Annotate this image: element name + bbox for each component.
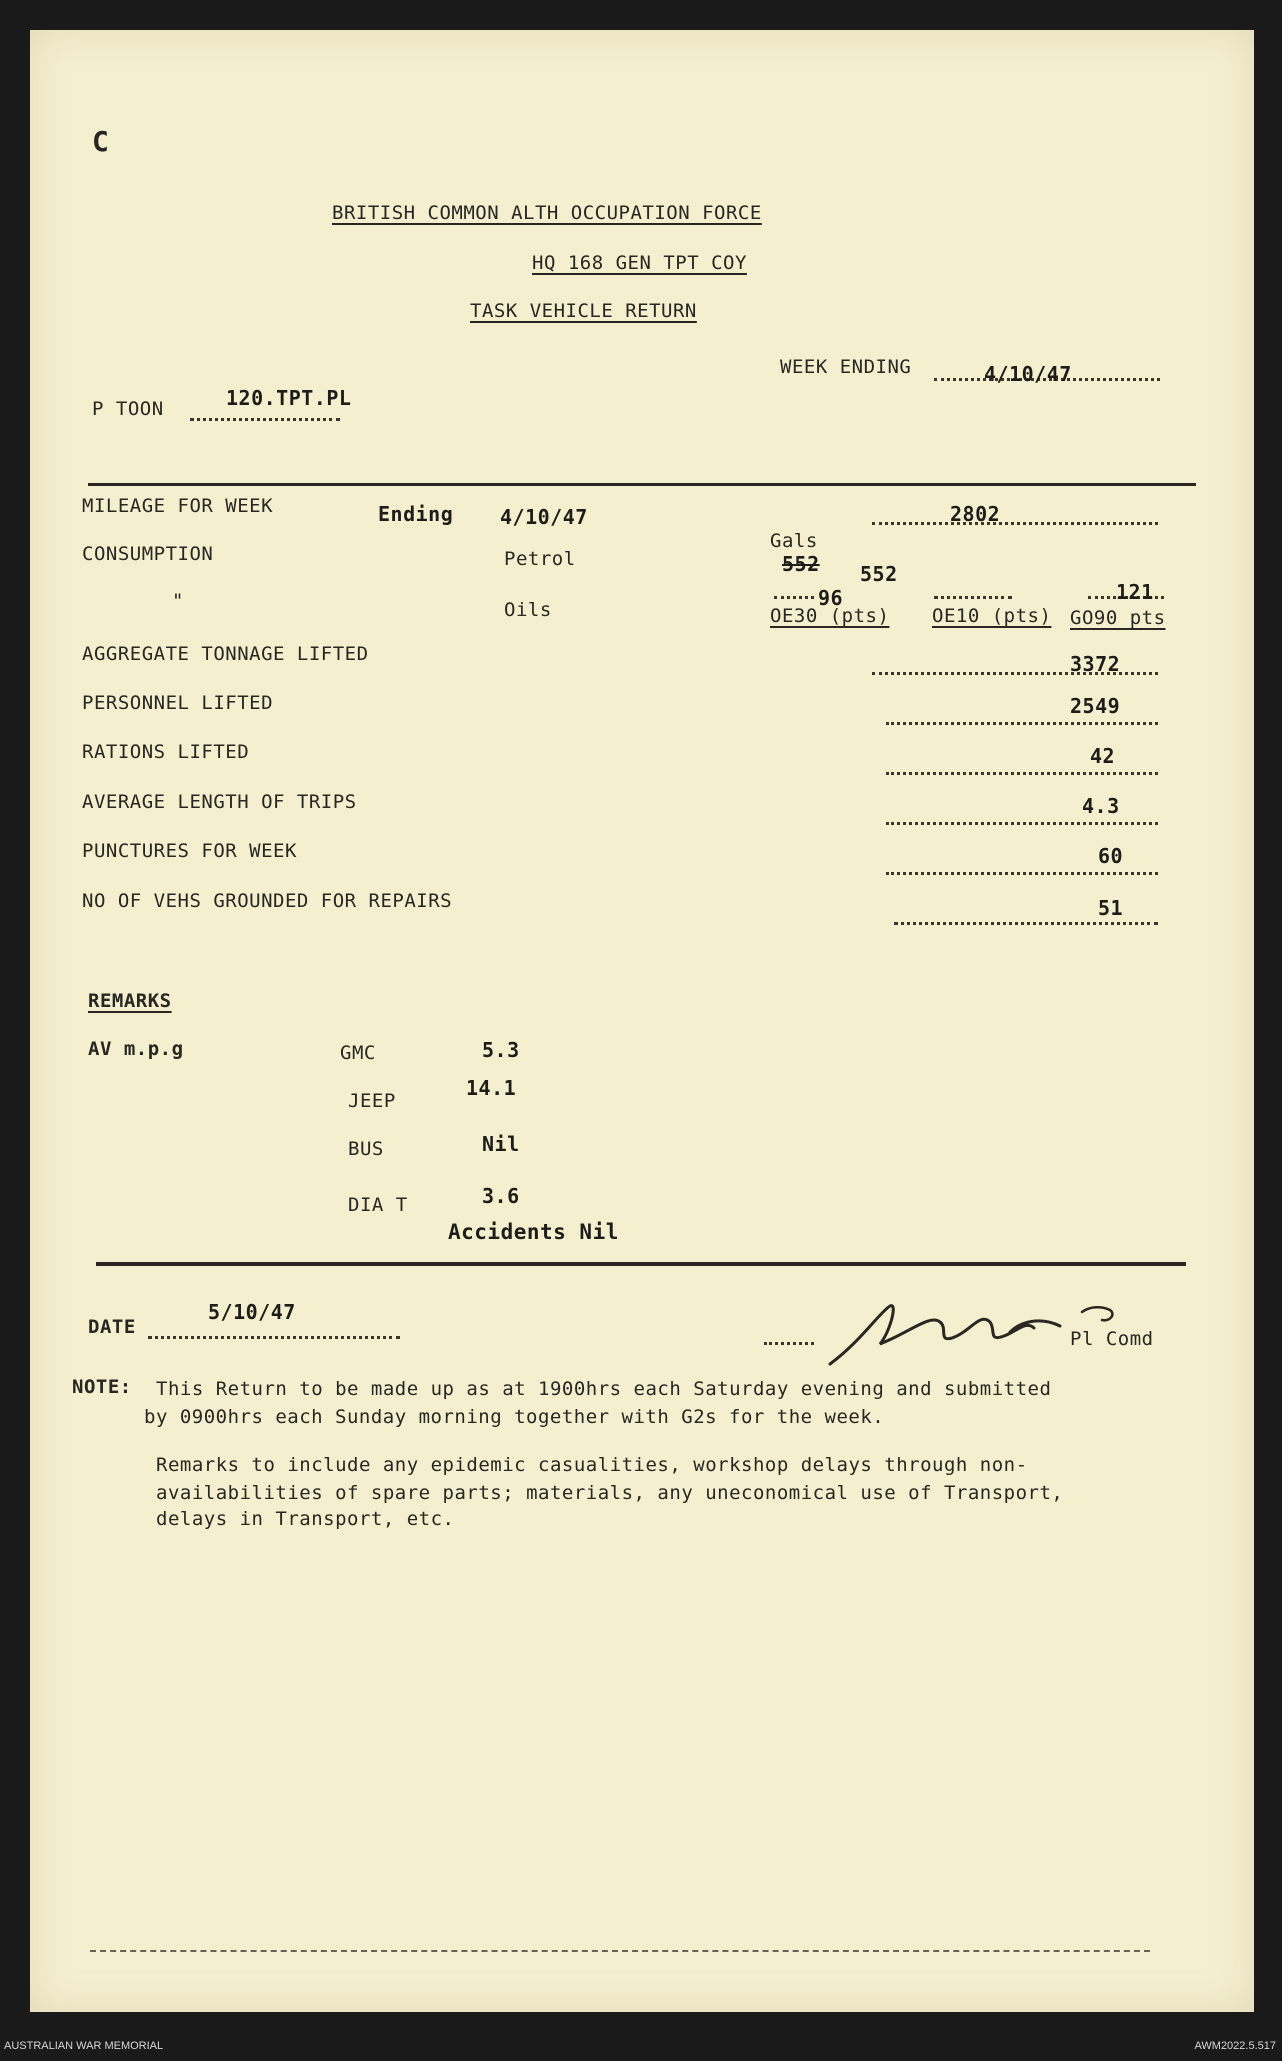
- note-line: delays in Transport, etc.: [156, 1508, 455, 1530]
- note-label: NOTE:: [72, 1376, 132, 1398]
- petrol-value: 552: [860, 562, 898, 586]
- date-dots: [148, 1336, 400, 1339]
- trips-label: AVERAGE LENGTH OF TRIPS: [82, 791, 357, 813]
- tonnage-label: AGGREGATE TONNAGE LIFTED: [82, 643, 369, 665]
- petrol-label: Petrol: [504, 548, 576, 570]
- ditto-mark: ": [172, 590, 184, 612]
- trips-dots: [886, 822, 1158, 825]
- platoon-label: P TOON: [92, 398, 164, 420]
- footer-right: AWM2022.5.517: [1194, 2040, 1276, 2052]
- remark-value: 14.1: [466, 1076, 517, 1100]
- rations-value: 42: [1090, 744, 1116, 768]
- oe30-dots: [774, 596, 814, 599]
- note-line: Remarks to include any epidemic casualities, workshop delays through non-: [156, 1454, 1028, 1476]
- rations-dots: [886, 772, 1158, 775]
- oe30-value: 96: [818, 586, 844, 610]
- mileage-value: 2802: [950, 502, 1001, 526]
- petrol-struck-value: 552: [782, 552, 820, 576]
- accidents-note: Accidents Nil: [448, 1220, 619, 1244]
- personnel-value: 2549: [1070, 694, 1121, 718]
- oils-label: Oils: [504, 599, 552, 621]
- remark-value: Nil: [482, 1132, 520, 1156]
- oe10-label: OE10 (pts): [932, 605, 1052, 627]
- go90-value: 121: [1116, 580, 1154, 604]
- mileage-ending-value: 4/10/47: [500, 505, 588, 529]
- divider-bottom: [96, 1262, 1186, 1266]
- mileage-label: MILEAGE FOR WEEK: [82, 495, 274, 517]
- grounded-value: 51: [1098, 896, 1124, 920]
- header-line-1: BRITISH COMMON ALTH OCCUPATION FORCE: [332, 202, 762, 224]
- trips-value: 4.3: [1082, 794, 1120, 818]
- remark-value: 3.6: [482, 1184, 520, 1208]
- remark-value: 5.3: [482, 1038, 520, 1062]
- note-line: by 0900hrs each Sunday morning together with G2s for the week.: [144, 1406, 885, 1428]
- oe10-dots: [934, 596, 1012, 599]
- signature-suffix: Pl Comd: [1070, 1328, 1154, 1350]
- tonnage-value: 3372: [1070, 652, 1121, 676]
- note-line: This Return to be made up as at 1900hrs each Saturday evening and submitted: [156, 1378, 1052, 1400]
- mpg-label: AV m.p.g: [88, 1038, 184, 1060]
- week-ending-value: 4/10/47: [984, 362, 1072, 386]
- rations-label: RATIONS LIFTED: [82, 741, 250, 763]
- punctures-label: PUNCTURES FOR WEEK: [82, 840, 297, 862]
- personnel-dots: [886, 722, 1158, 725]
- divider-top: [88, 483, 1196, 486]
- platoon-dots: [190, 418, 340, 421]
- document-page: [30, 30, 1254, 2012]
- footer-left: AUSTRALIAN WAR MEMORIAL: [4, 2040, 164, 2052]
- signature-dots: [764, 1342, 814, 1345]
- remark-vehicle: JEEP: [348, 1090, 396, 1112]
- punctures-dots: [886, 872, 1158, 875]
- header-line-3: TASK VEHICLE RETURN: [470, 300, 697, 322]
- consumption-label: CONSUMPTION: [82, 543, 214, 565]
- header-line-2: HQ 168 GEN TPT COY: [532, 252, 747, 274]
- remark-vehicle: GMC: [340, 1042, 376, 1064]
- bottom-tear-line: [90, 1950, 1150, 1952]
- date-value: 5/10/47: [208, 1300, 296, 1324]
- platoon-value: 120.TPT.PL: [226, 386, 352, 410]
- personnel-label: PERSONNEL LIFTED: [82, 692, 274, 714]
- go90-label: GO90 pts: [1070, 607, 1166, 629]
- remark-vehicle: BUS: [348, 1138, 384, 1160]
- note-line: availabilities of spare parts; materials, any uneconomical use of Transport,: [156, 1482, 1064, 1504]
- week-ending-label: WEEK ENDING: [780, 356, 912, 378]
- mileage-ending-label: Ending: [378, 502, 454, 526]
- grounded-dots: [894, 922, 1158, 925]
- grounded-label: NO OF VEHS GROUNDED FOR REPAIRS: [82, 890, 453, 912]
- remark-vehicle: DIA T: [348, 1194, 408, 1216]
- remarks-heading: REMARKS: [88, 990, 172, 1012]
- punctures-value: 60: [1098, 844, 1124, 868]
- date-label: DATE: [88, 1316, 136, 1338]
- mileage-dots: [872, 522, 1158, 525]
- gals-label: Gals: [770, 530, 818, 552]
- oe30-label: OE30 (pts): [770, 605, 890, 627]
- corner-marks: C: [92, 125, 110, 158]
